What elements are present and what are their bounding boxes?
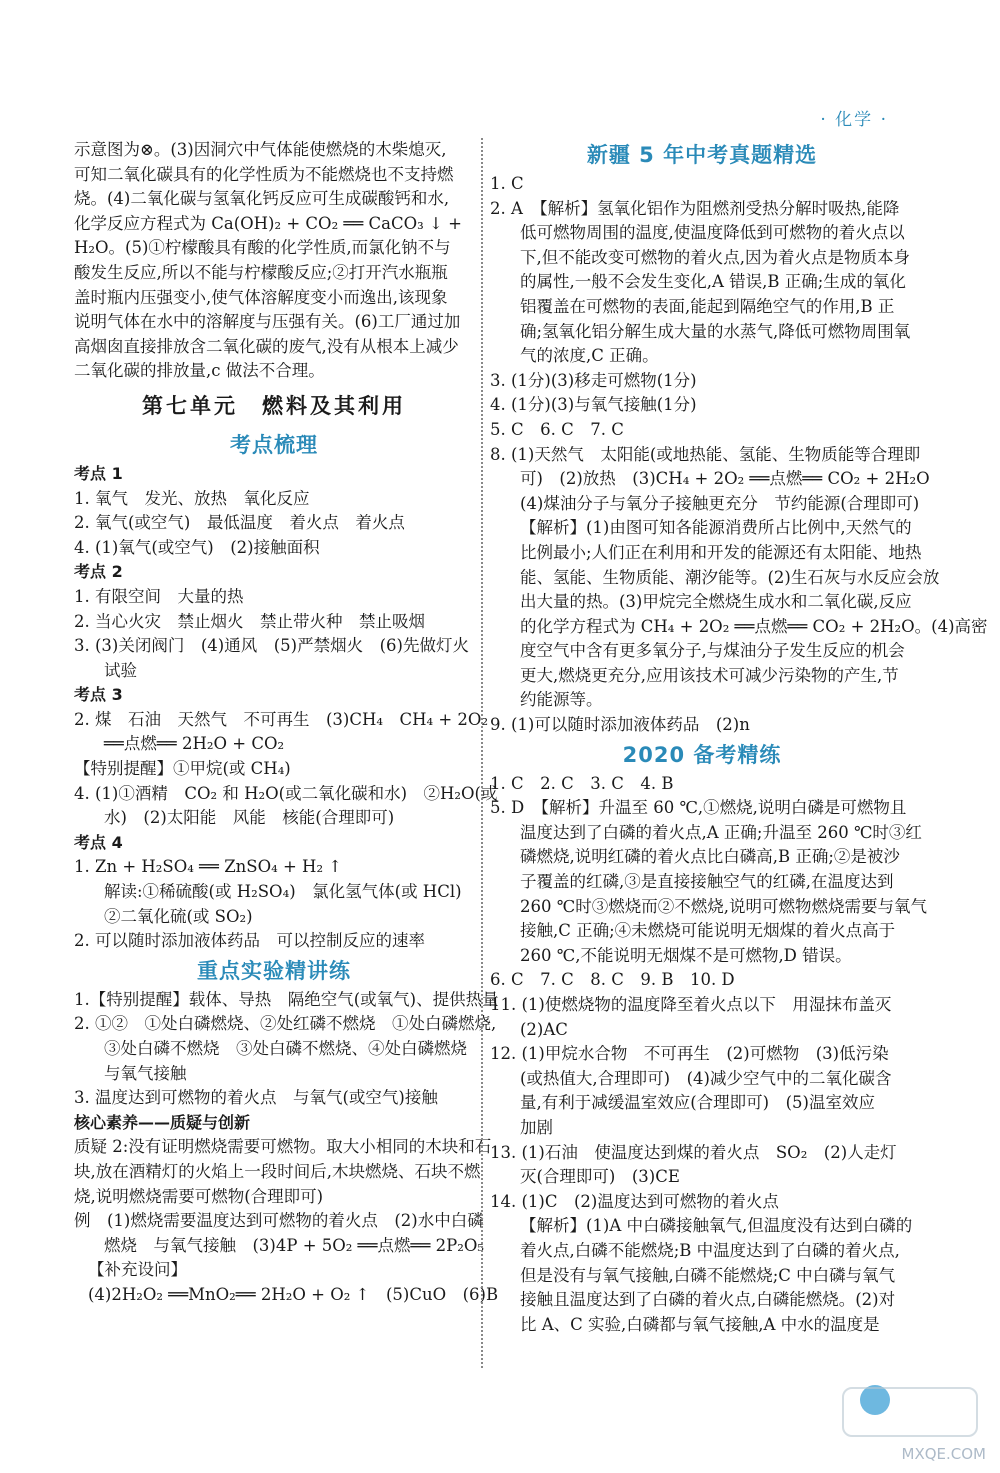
right-line: 1. C 2. C 3. C 4. B bbox=[490, 773, 674, 793]
right-line: (2)AC bbox=[520, 1019, 568, 1039]
left-line: 2. 可以随时添加液体药品 可以控制反应的速率 bbox=[74, 931, 425, 951]
right-line: 能、氢能、生物质能、潮汐能等。(2)生石灰与水反应会放 bbox=[520, 567, 940, 587]
left-line: 3. 温度达到可燃物的着火点 与氧气(或空气)接触 bbox=[74, 1088, 438, 1108]
right-line: 铝覆盖在可燃物的表面,能起到隔绝空气的作用,B 正 bbox=[520, 296, 895, 316]
left-line: 1. 氧气 发光、放热 氧化反应 bbox=[74, 488, 310, 508]
right-line: 加剧 bbox=[520, 1117, 553, 1137]
left-line: 考点梳理 bbox=[230, 432, 318, 457]
left-line: 2. ①② ①处白磷燃烧、②处红磷不燃烧 ①处白磷燃烧, bbox=[74, 1014, 497, 1034]
right-line: 可) (2)放热 (3)CH₄ + 2O₂ ══点燃══ CO₂ + 2H₂O bbox=[520, 469, 930, 489]
right-column bbox=[490, 138, 988, 1337]
right-line: 子覆盖的红磷,③是直接接触空气的红磷,在温度达到 bbox=[520, 872, 894, 892]
right-line: 260 ℃,不能说明无烟煤不是可燃物,D 错误。 bbox=[520, 945, 852, 965]
right-line: 5. C 6. C 7. C bbox=[490, 419, 624, 439]
right-line: 接触且温度达到了白磷的着火点,白磷能燃烧。(2)对 bbox=[520, 1290, 896, 1310]
left-line: (4)2H₂O₂ ══MnO₂══ 2H₂O + O₂ ↑ (5)CuO (6)B bbox=[88, 1284, 499, 1304]
right-line: 新疆 5 年中考真题精选 bbox=[586, 143, 818, 167]
right-line: 【解析】(1)由图可知各能源消费所占比例中,天然气的 bbox=[520, 518, 912, 538]
right-line: 下,但不能改变可燃物的着火点,因为着火点是物质本身 bbox=[520, 247, 910, 267]
right-line: 比 A、C 实验,白磷都与氧气接触,A 中水的温度是 bbox=[520, 1314, 880, 1334]
right-line: 但是没有与氧气接触,白磷不能燃烧;C 中白磷与氧气 bbox=[520, 1265, 896, 1285]
subject-header: · 化学 · bbox=[820, 110, 888, 130]
left-line: 燃烧 与氧气接触 (3)4P + 5O₂ ══点燃══ 2P₂O₅ bbox=[104, 1235, 485, 1255]
left-line: 化学反应方程式为 Ca(OH)₂ + CO₂ ══ CaCO₃ ↓ + bbox=[74, 213, 462, 233]
right-line: (4)煤油分子与氧分子接触更充分 节约能源(合理即可) bbox=[520, 493, 920, 513]
left-line: ══点燃══ 2H₂O + CO₂ bbox=[104, 734, 285, 754]
right-line: 2. A 【解析】氢氧化铝作为阻燃剂受热分解时吸热,能降 bbox=[490, 198, 900, 218]
left-line: 4. (1)氧气(或空气) (2)接触面积 bbox=[74, 537, 320, 557]
right-line: 12. (1)甲烷水合物 不可再生 (2)可燃物 (3)低污染 bbox=[490, 1044, 889, 1064]
right-line: 6. C 7. C 8. C 9. B 10. D bbox=[490, 970, 735, 990]
left-line: H₂O。(5)①柠檬酸具有酸的化学性质,而氯化钠不与 bbox=[74, 238, 451, 258]
left-line: 【补充设问】 bbox=[88, 1260, 187, 1280]
right-line: 8. (1)天然气 太阳能(或地热能、氢能、生物质能等合理即 bbox=[490, 444, 921, 464]
left-line: 核心素养——质疑与创新 bbox=[74, 1112, 251, 1132]
left-line: 可知二氧化碳具有的化学性质为不能燃烧也不支持燃 bbox=[74, 164, 454, 184]
left-line: 高烟囱直接排放含二氧化碳的废气,没有从根本上减少 bbox=[74, 336, 459, 356]
left-column bbox=[74, 138, 499, 1308]
left-line: 2. 氧气(或空气) 最低温度 着火点 着火点 bbox=[74, 513, 405, 533]
left-line: 2. 煤 石油 天然气 不可再生 (3)CH₄ CH₄ + 2O₂ bbox=[74, 709, 489, 729]
right-line: 低可燃物周围的温度,使温度降低到可燃物的着火点以 bbox=[520, 223, 905, 243]
left-line: 质疑 2:没有证明燃烧需要可燃物。取大小相同的木块和石 bbox=[74, 1137, 492, 1157]
right-line: 确;氢氧化铝分解生成大量的水蒸气,降低可燃物周围氧 bbox=[520, 321, 911, 341]
right-line: 11. (1)使燃烧物的温度降至着火点以下 用湿抹布盖灭 bbox=[490, 995, 892, 1014]
right-line: 接触,C 正确;④未燃烧可能说明无烟煤的着火点高于 bbox=[520, 921, 896, 941]
left-line: 与氧气接触 bbox=[104, 1063, 187, 1083]
left-line: 解读:①稀硫酸(或 H₂SO₄) 氯化氢气体(或 HCl) bbox=[104, 882, 462, 902]
left-line: 考点 4 bbox=[74, 832, 123, 852]
left-line: 酸发生反应,所以不能与柠檬酸反应;②打开汽水瓶瓶 bbox=[74, 262, 448, 282]
right-line: 【解析】(1)A 中白磷接触氧气,但温度没有达到白磷的 bbox=[520, 1216, 913, 1236]
right-line: 磷燃烧,说明红磷的着火点比白磷高,B 正确;②是被沙 bbox=[520, 847, 900, 867]
right-line: 温度达到了白磷的着火点,A 正确;升温至 260 ℃时③红 bbox=[520, 822, 922, 842]
right-line: 灭(合理即可) (3)CE bbox=[520, 1167, 680, 1187]
right-line: 9. (1)可以随时添加液体药品 (2)n bbox=[490, 715, 750, 735]
left-line: 示意图为⊗。(3)因洞穴中气体能使燃烧的木柴熄灭, bbox=[74, 140, 447, 159]
right-line: 比例最小;人们正在利用和开发的能源还有太阳能、地热 bbox=[520, 542, 922, 562]
column-divider bbox=[481, 138, 483, 1368]
left-line: 盖时瓶内压强变小,使气体溶解度变小而逸出,该现象 bbox=[74, 287, 448, 307]
right-line: 13. (1)石油 使温度达到煤的着火点 SO₂ (2)人走灯 bbox=[490, 1142, 897, 1162]
watermark-logo bbox=[842, 1387, 978, 1437]
left-line: 水) (2)太阳能 风能 核能(合理即可) bbox=[104, 808, 395, 828]
left-line: 说明气体在水中的溶解度与压强有关。(6)工厂通过加 bbox=[74, 312, 461, 332]
left-line: 试验 bbox=[104, 660, 137, 680]
left-line: 第七单元 燃料及其利用 bbox=[142, 393, 406, 418]
right-line: 着火点,白磷不能燃烧;B 中温度达到了白磷的着火点, bbox=[520, 1240, 900, 1260]
right-line: 的属性,一般不会发生变化,A 错误,B 正确;生成的氧化 bbox=[520, 272, 906, 292]
right-line: 260 ℃时③燃烧而②不燃烧,说明可燃物燃烧需要与氧气 bbox=[520, 896, 927, 916]
right-line: 4. (1分)(3)与氧气接触(1分) bbox=[490, 395, 697, 415]
left-line: 烧,说明燃烧需要可燃物(合理即可) bbox=[74, 1186, 324, 1206]
right-line: 2020 备考精练 bbox=[622, 742, 782, 767]
right-line: 出大量的热。(3)甲烷完全燃烧生成水和二氧化碳,反应 bbox=[520, 592, 912, 612]
watermark-text: MXQE.COM bbox=[901, 1445, 986, 1463]
left-line: 二氧化碳的排放量,c 做法不合理。 bbox=[74, 361, 325, 381]
left-line: 考点 2 bbox=[74, 562, 123, 582]
left-line: 1. Zn + H₂SO₄ ══ ZnSO₄ + H₂ ↑ bbox=[74, 857, 343, 877]
left-line: 重点实验精讲练 bbox=[197, 958, 351, 983]
right-line: (或热值大,合理即可) (4)减少空气中的二氧化碳含 bbox=[520, 1068, 892, 1088]
right-line: 量,有利于减缓温室效应(合理即可) (5)温室效应 bbox=[520, 1093, 875, 1113]
left-line: 1.【特别提醒】载体、导热 隔绝空气(或氧气)、提供热量 bbox=[74, 989, 499, 1009]
left-line: 烧。(4)二氧化碳与氢氧化钙反应可生成碳酸钙和水, bbox=[74, 189, 450, 209]
right-line: 的化学方程式为 CH₄ + 2O₂ ══点燃══ CO₂ + 2H₂O。(4)高密 bbox=[520, 616, 988, 636]
left-line: ③处白磷不燃烧 ③处白磷不燃烧、④处白磷燃烧 bbox=[104, 1039, 467, 1058]
left-line: ②二氧化硫(或 SO₂) bbox=[104, 906, 253, 926]
right-line: 气的浓度,C 正确。 bbox=[520, 346, 659, 366]
left-line: 考点 1 bbox=[74, 463, 123, 483]
right-line: 5. D 【解析】升温至 60 ℃,①燃烧,说明白磷是可燃物且 bbox=[490, 798, 907, 818]
left-line: 1. 有限空间 大量的热 bbox=[74, 586, 244, 606]
right-line: 度空气中含有更多氧分子,与煤油分子发生反应的机会 bbox=[520, 641, 905, 661]
right-line: 3. (1分)(3)移走可燃物(1分) bbox=[490, 370, 697, 390]
right-line: 1. C bbox=[490, 174, 524, 193]
left-line: 2. 当心火灾 禁止烟火 禁止带火种 禁止吸烟 bbox=[74, 611, 425, 631]
right-line: 14. (1)C (2)温度达到可燃物的着火点 bbox=[490, 1191, 779, 1211]
right-line: 更大,燃烧更充分,应用该技术可减少污染物的产生,节 bbox=[520, 665, 899, 685]
left-line: 例 (1)燃烧需要温度达到可燃物的着火点 (2)水中白磷 bbox=[74, 1211, 484, 1231]
left-line: 块,放在酒精灯的火焰上一段时间后,木块燃烧、石块不燃 bbox=[74, 1161, 481, 1181]
left-line: 3. (3)关闭阀门 (4)通风 (5)严禁烟火 (6)先做灯火 bbox=[74, 636, 469, 656]
left-line: 考点 3 bbox=[74, 685, 123, 705]
right-line: 约能源等。 bbox=[520, 690, 603, 710]
left-line: 4. (1)①酒精 CO₂ 和 H₂O(或二氧化碳和水) ②H₂O(或 bbox=[74, 783, 498, 803]
left-line: 【特别提醒】①甲烷(或 CH₄) bbox=[74, 759, 291, 779]
